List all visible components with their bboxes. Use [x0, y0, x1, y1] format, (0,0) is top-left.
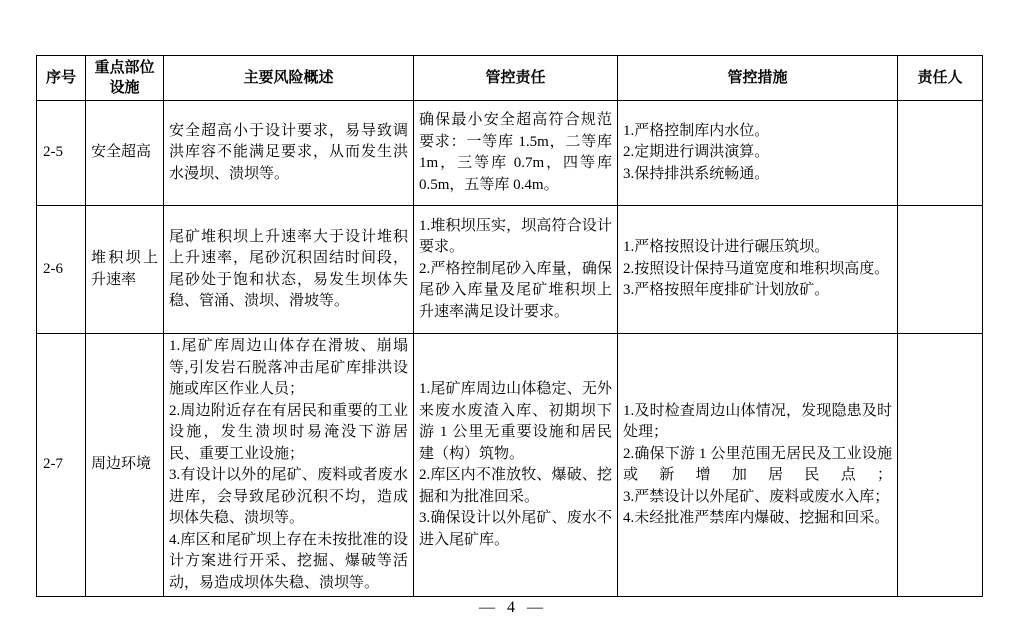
- risk-overview-cell: [164, 101, 414, 206]
- risk-control-table: [36, 55, 983, 597]
- control-measures-cell: [618, 101, 898, 206]
- facility-cell: 堆积坝上升速率: [86, 206, 164, 334]
- page-number: — 4 —: [479, 599, 543, 616]
- table-header-row: [37, 56, 983, 101]
- header-control-responsibility: 管控责任: [414, 56, 618, 101]
- control-responsibility-cell: [414, 101, 618, 206]
- measure-item: 3.保持排洪系统畅通。: [623, 165, 770, 182]
- responsibility-item: 确保最小安全超高符合规范要求：一等库 1.5m，二等库 1m，三等库 0.7m，四等库 0.5m，五等库 0.4m。: [419, 112, 612, 193]
- risk-item: 1.尾矿库周边山体存在滑坡、崩塌等,引发岩石脱落冲击尾矿库排洪设施或库区作业人员；: [169, 338, 408, 397]
- responsible-person-cell: [898, 334, 983, 597]
- table-row-2-6: [37, 206, 983, 334]
- serial-number-cell: 2-5: [37, 101, 86, 206]
- risk-item: 4.库区和尾矿坝上存在未按批准的设计方案进行开采、挖掘、爆破等活动，易造成坝体失稳、溃坝等。: [169, 531, 408, 591]
- responsible-person-cell: [898, 206, 983, 334]
- control-measures-cell: [618, 334, 898, 597]
- control-responsibility-cell: [414, 206, 618, 334]
- control-measures-cell: [618, 206, 898, 334]
- responsibility-item: 3.确保设计以外尾矿、废水不进入尾矿库。: [419, 510, 612, 548]
- header-key-facility: 重点部位设施: [86, 56, 164, 101]
- risk-item: 安全超高小于设计要求，易导致调洪库容不能满足要求，从而发生洪水漫坝、溃坝等。: [169, 122, 408, 182]
- measure-item: 2.确保下游 1 公里范围无居民及工业设施或新增加居民点；: [623, 445, 892, 483]
- risk-item: 3.有设计以外的尾矿、废料或者废水进库，会导致尾砂沉积不均，造成坝体失稳、溃坝等。: [169, 467, 408, 526]
- measure-item: 1.严格控制库内水位。: [623, 122, 770, 139]
- measure-item: 1.严格按照设计进行碾压筑坝。: [623, 239, 830, 256]
- measure-item: 3.严格按照年度排矿计划放矿。: [623, 282, 830, 299]
- responsibility-item: 1.堆积坝压实，坝高符合设计要求。: [419, 217, 612, 256]
- header-serial-number: 序号: [37, 56, 86, 101]
- responsibility-item: 1.尾矿库周边山体稳定、无外来废水废渣入库、初期坝下游 1 公里无重要设施和居民建（构）筑物。: [419, 381, 612, 462]
- facility-cell: 安全超高: [86, 101, 164, 206]
- header-main-risk-overview: 主要风险概述: [164, 56, 414, 101]
- risk-item: 尾矿堆积坝上升速率大于设计堆积上升速率，尾砂沉积固结时间段，尾砂处于饱和状态，易发生坝体失稳、管涌、溃坝、滑坡等。: [169, 228, 408, 309]
- measure-item: 1.及时检查周边山体情况，发现隐患及时处理；: [623, 402, 892, 440]
- table-row-2-7: [37, 334, 983, 597]
- responsible-person-cell: [898, 101, 983, 206]
- measure-item: 3.严禁设计以外尾矿、废料或废水入库；: [623, 488, 890, 505]
- table-row-2-5: [37, 101, 983, 206]
- risk-overview-cell: [164, 334, 414, 597]
- responsibility-item: 2.库区内不准放牧、爆破、挖掘和为批准回采。: [419, 467, 612, 505]
- header-responsible-person: 责任人: [898, 56, 983, 101]
- responsibility-item: 2.严格控制尾砂入库量，确保尾砂入库量及尾矿堆积坝上升速率满足设计要求。: [419, 260, 612, 320]
- control-responsibility-cell: [414, 334, 618, 597]
- risk-overview-cell: [164, 206, 414, 334]
- facility-cell: 周边环境: [86, 334, 164, 597]
- serial-number-cell: 2-6: [37, 206, 86, 334]
- serial-number-cell: 2-7: [37, 334, 86, 597]
- header-control-measures: 管控措施: [618, 56, 898, 101]
- measure-item: 2.按照设计保持马道宽度和堆积坝高度。: [623, 260, 890, 277]
- risk-item: 2.周边附近存在有居民和重要的工业设施，发生溃坝时易淹没下游居民、重要工业设施；: [169, 402, 408, 462]
- measure-item: 4.未经批准严禁库内爆破、挖掘和回采。: [623, 510, 890, 526]
- measure-item: 2.定期进行调洪演算。: [623, 144, 770, 161]
